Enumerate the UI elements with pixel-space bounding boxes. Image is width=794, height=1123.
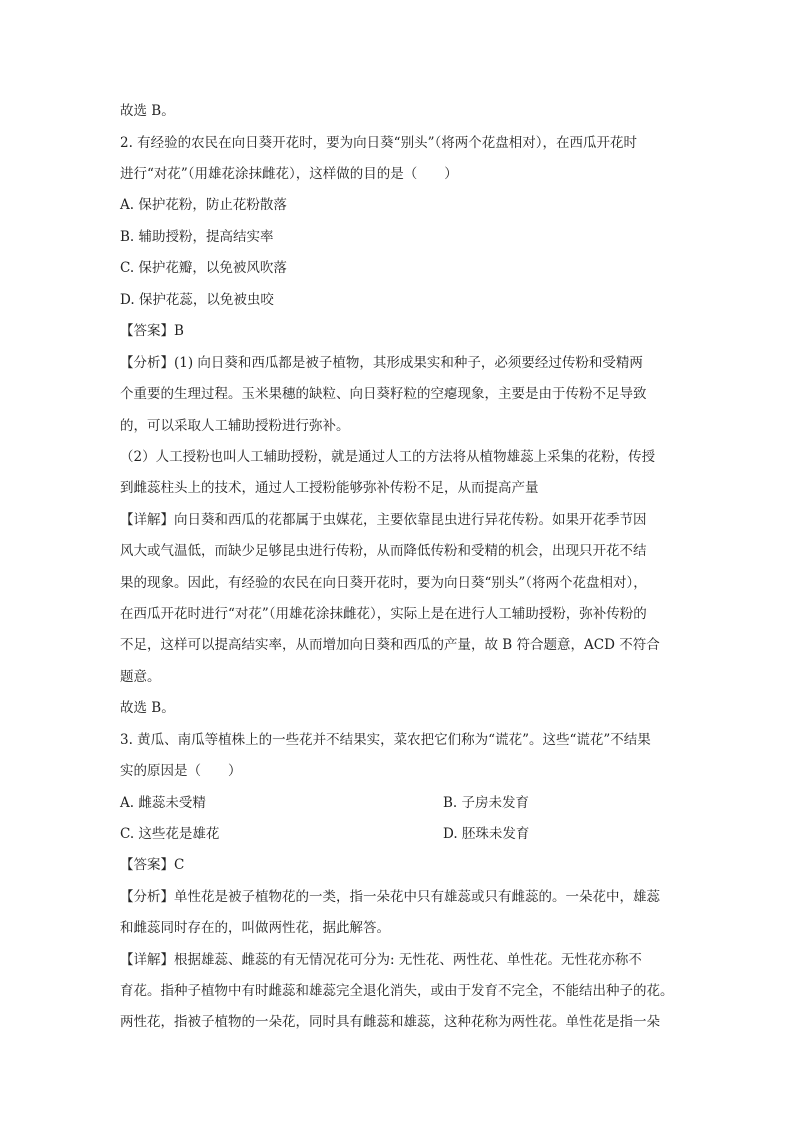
option-a: A. 雌蕊未受精 (120, 795, 206, 811)
analysis-text: 和雌蕊同时存在的，叫做两性花，据此解答。 (120, 920, 390, 936)
analysis-text: 【分析】(1) 向日葵和西瓜都是被子植物，其形成果实和种子，必须要经过传粉和受精两 (120, 355, 643, 371)
question-3-stem: 3. 黄瓜、南瓜等植株上的一些花并不结果实，菜农把它们称为“谎花”。这些“谎花”不结果 (120, 732, 651, 748)
text-line: 故选 B。 (120, 103, 175, 119)
explanation-text: 【详解】根据雄蕊、雌蕊的有无情况花可分为: 无性花、两性花、单性花。无性花亦称不 (120, 952, 642, 968)
option-a: A. 保护花粉，防止花粉散落 (120, 197, 287, 213)
explanation-text: 不足，这样可以提高结实率，从而增加向日葵和西瓜的产量，故 B 符合题意，ACD 不符合 (120, 637, 660, 653)
question-2-stem: 2. 有经验的农民在向日葵开花时，要为向日葵“别头”（将两个花盘相对），在西瓜开花时 (120, 135, 637, 151)
explanation-text: 两性花，指被子植物的一朵花，同时具有雌蕊和雄蕊，这种花称为两性花。单性花是指一朵 (120, 1014, 660, 1030)
explanation-text: 风大或气温低，而缺少足够昆虫进行传粉，从而降低传粉和受精的机会，出现只开花不结 (120, 543, 647, 559)
question-3-stem: 实的原因是（ ） (120, 763, 242, 779)
option-c: C. 保护花瓣，以免被风吹落 (120, 260, 287, 276)
analysis-text: 个重要的生理过程。玉米果穗的缺粒、向日葵籽粒的空瘪现象，主要是由于传粉不足导致 (120, 386, 647, 402)
option-c: C. 这些花是雄花 (120, 826, 220, 842)
explanation-text: 题意。 (120, 669, 161, 685)
answer-label: 【答案】B (120, 323, 184, 339)
analysis-text: 到雌蕊柱头上的技术，通过人工授粉能够弥补传粉不足，从而提高产量 (120, 480, 539, 496)
option-b: B. 子房未发育 (443, 795, 530, 811)
option-d: D. 保护花蕊，以免被虫咬 (120, 292, 274, 308)
analysis-text: 的，可以采取人工辅助授粉进行弥补。 (120, 418, 350, 434)
answer-label: 【答案】C (120, 857, 185, 873)
analysis-text: 【分析】单性花是被子植物花的一类，指一朵花中只有雄蕊或只有雌蕊的。一朵花中，雄蕊 (120, 889, 660, 905)
explanation-text: 在西瓜开花时进行“对花”（用雄花涂抹雌花），实际上是在进行人工辅助授粉，弥补传粉的 (120, 606, 647, 622)
text-line: 故选 B。 (120, 700, 175, 716)
explanation-text: 果的现象。因此，有经验的农民在向日葵开花时，要为向日葵“别头”（将两个花盘相对）， (120, 575, 647, 591)
explanation-text: 【详解】向日葵和西瓜的花都属于虫媒花，主要依靠昆虫进行异花传粉。如果开花季节因 (120, 512, 647, 528)
explanation-text: 育花。指种子植物中有时雌蕊和雄蕊完全退化消失，或由于发育不完全，不能结出种子的花。 (120, 983, 674, 999)
analysis-text: （2）人工授粉也叫人工辅助授粉，就是通过人工的方法将从植物雄蕊上采集的花粉，传授 (120, 449, 656, 465)
option-b: B. 辅助授粉，提高结实率 (120, 229, 274, 245)
option-d: D. 胚珠未发育 (443, 826, 530, 842)
question-2-stem: 进行“对花”（用雄花涂抹雌花），这样做的目的是（ ） (120, 166, 458, 182)
